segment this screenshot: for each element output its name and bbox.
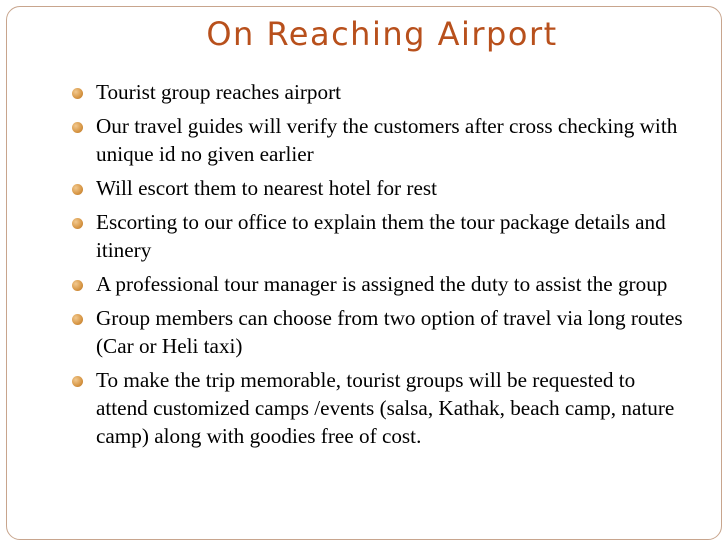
bullet-dot-icon bbox=[72, 218, 83, 229]
bullet-dot-icon bbox=[72, 280, 83, 291]
bullet-text: Tourist group reaches airport bbox=[96, 80, 342, 104]
bullet-text: Our travel guides will verify the customers after cross checking with unique id no given earlier bbox=[96, 114, 678, 166]
list-item bbox=[96, 112, 692, 168]
list-item bbox=[96, 174, 692, 202]
bullet-text: Group members can choose from two option of travel via long routes (Car or Heli taxi) bbox=[96, 306, 683, 358]
bullet-text: To make the trip memorable, tourist groups will be requested to attend customized camps /events (salsa, Kathak, beach camp, nature camp) along with goodies free of cost. bbox=[96, 368, 675, 448]
bullet-list bbox=[72, 78, 692, 456]
list-item bbox=[96, 304, 692, 360]
bullet-dot-icon bbox=[72, 314, 83, 325]
bullet-text: Escorting to our office to explain them the tour package details and itinery bbox=[96, 210, 666, 262]
bullet-text: Will escort them to nearest hotel for rest bbox=[96, 176, 437, 200]
list-item bbox=[96, 208, 692, 264]
slide-title: On Reaching Airport bbox=[206, 15, 558, 53]
list-item bbox=[96, 366, 692, 450]
bullet-dot-icon bbox=[72, 376, 83, 387]
list-item bbox=[96, 78, 692, 106]
bullet-dot-icon bbox=[72, 184, 83, 195]
bullet-dot-icon bbox=[72, 122, 83, 133]
bullet-text: A professional tour manager is assigned the duty to assist the group bbox=[96, 272, 668, 296]
bullet-dot-icon bbox=[72, 88, 83, 99]
list-item bbox=[96, 270, 692, 298]
